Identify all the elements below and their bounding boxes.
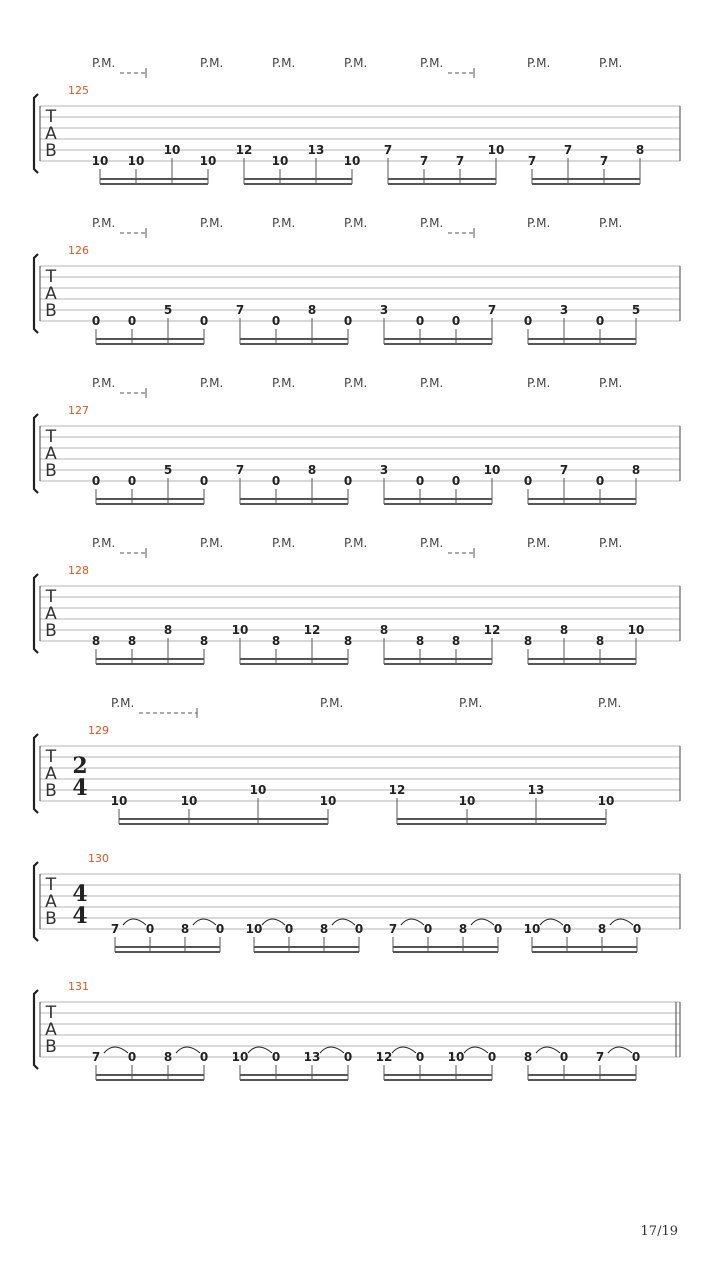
tab-clef-letter: T	[45, 427, 57, 447]
fret-number: 10	[110, 794, 128, 808]
fret-number: 8	[127, 634, 137, 648]
fret-number: 0	[595, 314, 605, 328]
fret-number: 7	[235, 463, 245, 477]
fret-number: 7	[110, 922, 120, 936]
fret-number: 8	[415, 634, 425, 648]
fret-number: 7	[91, 1050, 101, 1064]
fret-number: 0	[127, 474, 137, 488]
fret-number: 10	[231, 1050, 249, 1064]
measure-number: 131	[68, 980, 89, 993]
tab-system	[34, 216, 680, 344]
palm-mute-label: P.M.	[272, 216, 296, 230]
measure-number: 130	[88, 852, 109, 865]
fret-number: 8	[91, 634, 101, 648]
palm-mute-label: P.M.	[527, 216, 551, 230]
tab-system	[34, 376, 680, 504]
tie-arc	[123, 919, 146, 925]
palm-mute-label: P.M.	[200, 376, 224, 390]
fret-number: 7	[487, 303, 497, 317]
fret-number: 10	[91, 154, 109, 168]
fret-number: 10	[199, 154, 217, 168]
time-signature-numerator: 2	[72, 753, 88, 779]
tie-arc	[540, 919, 563, 925]
palm-mute-label: P.M.	[272, 536, 296, 550]
fret-number: 8	[163, 623, 173, 637]
tie-arc	[332, 919, 355, 925]
system-bracket	[34, 990, 38, 1069]
fret-number: 8	[458, 922, 468, 936]
fret-number: 0	[415, 314, 425, 328]
fret-number: 12	[303, 623, 321, 637]
tab-clef-letter: B	[45, 1037, 57, 1057]
fret-number: 5	[631, 303, 641, 317]
system-bracket	[34, 574, 38, 653]
fret-number: 7	[419, 154, 429, 168]
fret-number: 7	[559, 463, 569, 477]
fret-number: 0	[199, 314, 209, 328]
palm-mute-label: P.M.	[111, 696, 135, 710]
fret-number: 0	[215, 922, 225, 936]
tab-clef-letter: B	[45, 461, 57, 481]
fret-number: 0	[423, 922, 433, 936]
measure-number: 128	[68, 564, 89, 577]
fret-number: 10	[271, 154, 289, 168]
fret-number: 0	[451, 314, 461, 328]
tab-clef-letter: T	[45, 747, 57, 767]
fret-number: 7	[595, 1050, 605, 1064]
fret-number: 8	[271, 634, 281, 648]
tab-clef-letter: T	[45, 587, 57, 607]
tab-clef-letter: A	[45, 764, 57, 784]
system-bracket	[34, 734, 38, 813]
fret-number: 12	[483, 623, 501, 637]
tab-clef-letter: B	[45, 621, 57, 641]
fret-number: 0	[487, 1050, 497, 1064]
tie-arc	[401, 919, 424, 925]
fret-number: 10	[483, 463, 501, 477]
fret-number: 10	[180, 794, 198, 808]
palm-mute-label: P.M.	[420, 536, 444, 550]
fret-number: 0	[493, 922, 503, 936]
fret-number: 0	[145, 922, 155, 936]
palm-mute-label: P.M.	[599, 216, 623, 230]
tab-clef-letter: T	[45, 1003, 57, 1023]
fret-number: 0	[451, 474, 461, 488]
tie-arc	[392, 1047, 416, 1053]
system-bracket	[34, 414, 38, 493]
tab-clef-letter: A	[45, 284, 57, 304]
measure-number: 127	[68, 404, 89, 417]
fret-number: 0	[562, 922, 572, 936]
palm-mute-label: P.M.	[272, 56, 296, 70]
palm-mute-label: P.M.	[420, 56, 444, 70]
fret-number: 7	[599, 154, 609, 168]
tab-system	[34, 56, 680, 184]
palm-mute-label: P.M.	[599, 376, 623, 390]
fret-number: 0	[284, 922, 294, 936]
palm-mute-label: P.M.	[598, 696, 622, 710]
fret-number: 0	[523, 314, 533, 328]
fret-number: 8	[597, 922, 607, 936]
fret-number: 10	[597, 794, 615, 808]
fret-number: 0	[631, 1050, 641, 1064]
tie-arc	[608, 1047, 632, 1053]
fret-number: 5	[163, 463, 173, 477]
fret-number: 10	[319, 794, 337, 808]
palm-mute-label: P.M.	[200, 56, 224, 70]
palm-mute-label: P.M.	[92, 56, 116, 70]
tab-clef-letter: A	[45, 604, 57, 624]
fret-number: 0	[354, 922, 364, 936]
fret-number: 12	[235, 143, 253, 157]
fret-number: 8	[631, 463, 641, 477]
tie-arc	[176, 1047, 200, 1053]
fret-number: 0	[415, 1050, 425, 1064]
fret-number: 0	[415, 474, 425, 488]
tab-clef-letter: T	[45, 267, 57, 287]
fret-number: 0	[271, 1050, 281, 1064]
fret-number: 0	[595, 474, 605, 488]
fret-number: 10	[127, 154, 145, 168]
tab-clef-letter: B	[45, 781, 57, 801]
palm-mute-label: P.M.	[527, 56, 551, 70]
fret-number: 10	[231, 623, 249, 637]
palm-mute-label: P.M.	[92, 536, 116, 550]
palm-mute-label: P.M.	[92, 376, 116, 390]
tab-clef-letter: A	[45, 124, 57, 144]
palm-mute-label: P.M.	[420, 376, 444, 390]
fret-number: 8	[635, 143, 645, 157]
fret-number: 8	[523, 634, 533, 648]
fret-number: 7	[455, 154, 465, 168]
palm-mute-label: P.M.	[344, 216, 368, 230]
time-signature-denominator: 4	[72, 775, 88, 801]
fret-number: 10	[447, 1050, 465, 1064]
fret-number: 0	[91, 474, 101, 488]
palm-mute-label: P.M.	[599, 56, 623, 70]
fret-number: 7	[563, 143, 573, 157]
fret-number: 10	[458, 794, 476, 808]
fret-number: 10	[487, 143, 505, 157]
tie-arc	[193, 919, 216, 925]
fret-number: 12	[375, 1050, 393, 1064]
fret-number: 8	[307, 463, 317, 477]
fret-number: 8	[595, 634, 605, 648]
tie-arc	[262, 919, 285, 925]
fret-number: 10	[343, 154, 361, 168]
fret-number: 0	[559, 1050, 569, 1064]
fret-number: 13	[307, 143, 325, 157]
fret-number: 0	[523, 474, 533, 488]
fret-number: 0	[199, 474, 209, 488]
fret-number: 10	[627, 623, 645, 637]
fret-number: 10	[523, 922, 541, 936]
fret-number: 0	[127, 1050, 137, 1064]
fret-number: 8	[451, 634, 461, 648]
fret-number: 8	[163, 1050, 173, 1064]
palm-mute-label: P.M.	[344, 56, 368, 70]
palm-mute-label: P.M.	[459, 696, 483, 710]
palm-mute-label: P.M.	[320, 696, 344, 710]
tie-arc	[248, 1047, 272, 1053]
palm-mute-label: P.M.	[344, 376, 368, 390]
fret-number: 0	[91, 314, 101, 328]
fret-number: 8	[559, 623, 569, 637]
tie-arc	[104, 1047, 128, 1053]
fret-number: 0	[343, 314, 353, 328]
fret-number: 8	[307, 303, 317, 317]
palm-mute-label: P.M.	[92, 216, 116, 230]
fret-number: 13	[303, 1050, 321, 1064]
fret-number: 7	[383, 143, 393, 157]
palm-mute-label: P.M.	[527, 536, 551, 550]
tie-arc	[471, 919, 494, 925]
fret-number: 7	[527, 154, 537, 168]
fret-number: 0	[199, 1050, 209, 1064]
fret-number: 0	[271, 314, 281, 328]
tab-clef-letter: A	[45, 892, 57, 912]
tab-clef-letter: B	[45, 301, 57, 321]
fret-number: 3	[379, 303, 389, 317]
fret-number: 8	[199, 634, 209, 648]
fret-number: 8	[523, 1050, 533, 1064]
page-number: 17/19	[640, 1224, 678, 1239]
tie-arc	[320, 1047, 344, 1053]
tab-clef-letter: A	[45, 1020, 57, 1040]
tie-arc	[536, 1047, 560, 1053]
fret-number: 0	[271, 474, 281, 488]
fret-number: 0	[343, 474, 353, 488]
system-bracket	[34, 94, 38, 173]
time-signature-numerator: 4	[72, 881, 88, 907]
fret-number: 12	[388, 783, 406, 797]
tab-clef-letter: B	[45, 909, 57, 929]
fret-number: 10	[245, 922, 263, 936]
palm-mute-label: P.M.	[527, 376, 551, 390]
system-bracket	[34, 862, 38, 941]
palm-mute-label: P.M.	[200, 536, 224, 550]
fret-number: 8	[180, 922, 190, 936]
fret-number: 0	[127, 314, 137, 328]
fret-number: 7	[388, 922, 398, 936]
tab-system	[34, 696, 680, 824]
tie-arc	[610, 919, 633, 925]
tab-system	[34, 980, 680, 1080]
palm-mute-label: P.M.	[344, 536, 368, 550]
palm-mute-label: P.M.	[200, 216, 224, 230]
palm-mute-label: P.M.	[599, 536, 623, 550]
fret-number: 10	[163, 143, 181, 157]
fret-number: 0	[343, 1050, 353, 1064]
time-signature-denominator: 4	[72, 903, 88, 929]
tab-system	[34, 852, 680, 952]
fret-number: 10	[249, 783, 267, 797]
palm-mute-label: P.M.	[272, 376, 296, 390]
fret-number: 0	[632, 922, 642, 936]
measure-number: 125	[68, 84, 89, 97]
tie-arc	[464, 1047, 488, 1053]
measure-number: 129	[88, 724, 109, 737]
fret-number: 7	[235, 303, 245, 317]
fret-number: 8	[343, 634, 353, 648]
tab-clef-letter: T	[45, 875, 57, 895]
tab-clef-letter: A	[45, 444, 57, 464]
fret-number: 13	[527, 783, 545, 797]
fret-number: 3	[379, 463, 389, 477]
measure-number: 126	[68, 244, 89, 257]
system-bracket	[34, 254, 38, 333]
fret-number: 5	[163, 303, 173, 317]
fret-number: 8	[379, 623, 389, 637]
fret-number: 3	[559, 303, 569, 317]
tab-system	[34, 536, 680, 664]
fret-number: 8	[319, 922, 329, 936]
palm-mute-label: P.M.	[420, 216, 444, 230]
tab-clef-letter: T	[45, 107, 57, 127]
tab-clef-letter: B	[45, 141, 57, 161]
